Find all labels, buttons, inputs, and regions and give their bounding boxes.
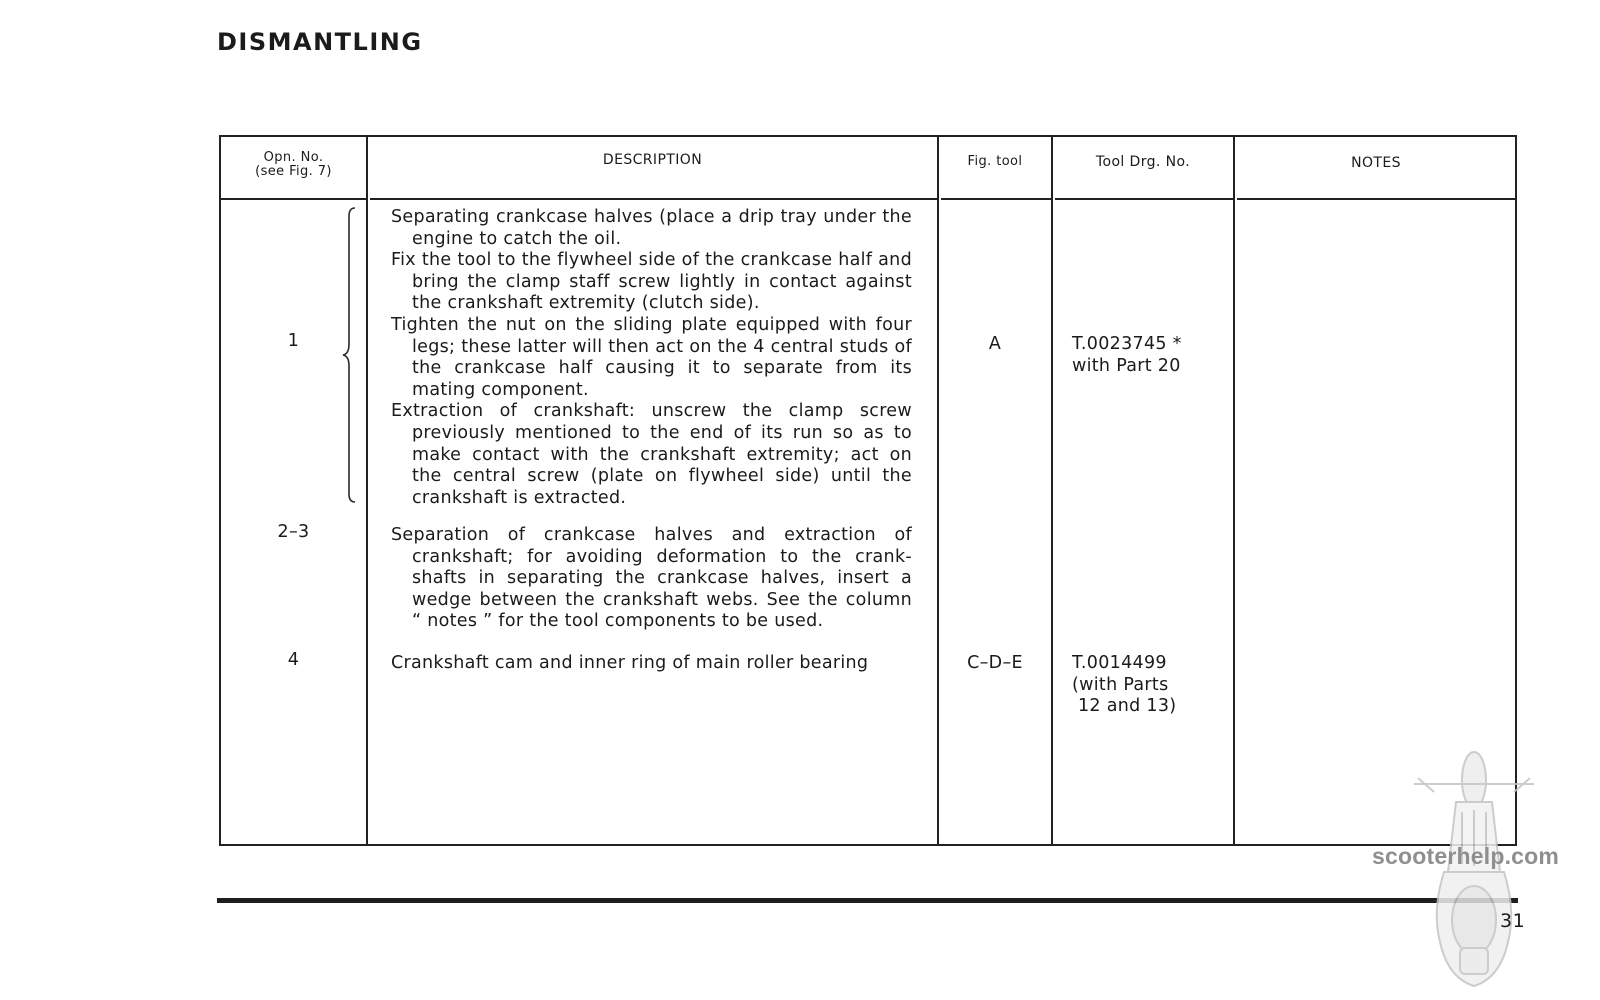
header-description: DESCRIPTION <box>602 152 703 168</box>
row-description <box>391 207 912 509</box>
watermark-text: scooterhelp.com <box>1372 843 1560 869</box>
row-description <box>391 525 912 633</box>
description-paragraph: Tighten the nut on the sliding plate equipped with four legs; these latter will then act on the 4 central studs of the crankcase half causing it to separate from its mating component. <box>391 314 912 400</box>
description-paragraph: Separating crankcase halves (place a drip tray under the engine to catch the oil. <box>391 207 912 249</box>
row-tool-drg-no <box>1072 334 1232 377</box>
row-opn-number: 2–3 <box>277 522 310 542</box>
column-divider <box>1233 137 1235 844</box>
row-description <box>391 653 912 675</box>
description-paragraph: Fix the tool to the flywheel side of the crankcase half and bring the clamp staff screw lightly in contact against the crankshaft extremity (clutch side). <box>391 250 912 314</box>
header-notes: NOTES <box>1351 155 1401 171</box>
bottom-rule <box>217 898 1518 903</box>
column-divider <box>366 137 368 844</box>
column-divider <box>937 137 939 844</box>
tool-drg-line: 12 and 13) <box>1078 696 1177 717</box>
tool-drg-line: with Part 20 <box>1072 355 1181 376</box>
row-fig-tool: A <box>988 334 1002 354</box>
page-title: DISMANTLING <box>217 28 423 56</box>
procedure-table <box>219 135 1517 846</box>
row-opn-number: 4 <box>287 650 300 670</box>
row-fig-tool: C–D–E <box>967 653 1023 673</box>
header-opn-no-line2: (see Fig. 7) <box>255 164 332 179</box>
row-tool-drg-no <box>1072 653 1232 718</box>
curly-brace <box>341 206 359 504</box>
header-opn-no-line1: Opn. No. <box>263 150 324 165</box>
header-opn-no <box>221 151 366 201</box>
header-fig-tool: Fig. tool <box>967 154 1023 169</box>
description-paragraph: Extraction of crankshaft: unscrew the clamp screw previously mentioned to the end of its run so as to make contact with the crankshaft extremity; act on the central screw (plate on flywheel side) until the crankshaft is extracted. <box>391 401 912 508</box>
description-paragraph: Crankshaft cam and inner ring of main roller bearing <box>391 653 869 673</box>
page-number: 31 <box>1500 910 1526 932</box>
tool-drg-line: T.0014499 <box>1072 653 1167 673</box>
column-divider <box>1051 137 1053 844</box>
header-tool-drg-no: Tool Drg. No. <box>1095 154 1191 170</box>
description-paragraph: Separation of crankcase halves and extraction of crankshaft; for avoiding deformation to the crank-shafts in separating the crankcase halves, insert a wedge between the crankshaft webs. See the column “ notes ” for the tool components to be used. <box>391 525 912 632</box>
tool-drg-line: (with Parts <box>1072 674 1169 695</box>
tool-drg-line: T.0023745 * <box>1072 334 1182 354</box>
row-opn-number: 1 <box>287 331 300 351</box>
